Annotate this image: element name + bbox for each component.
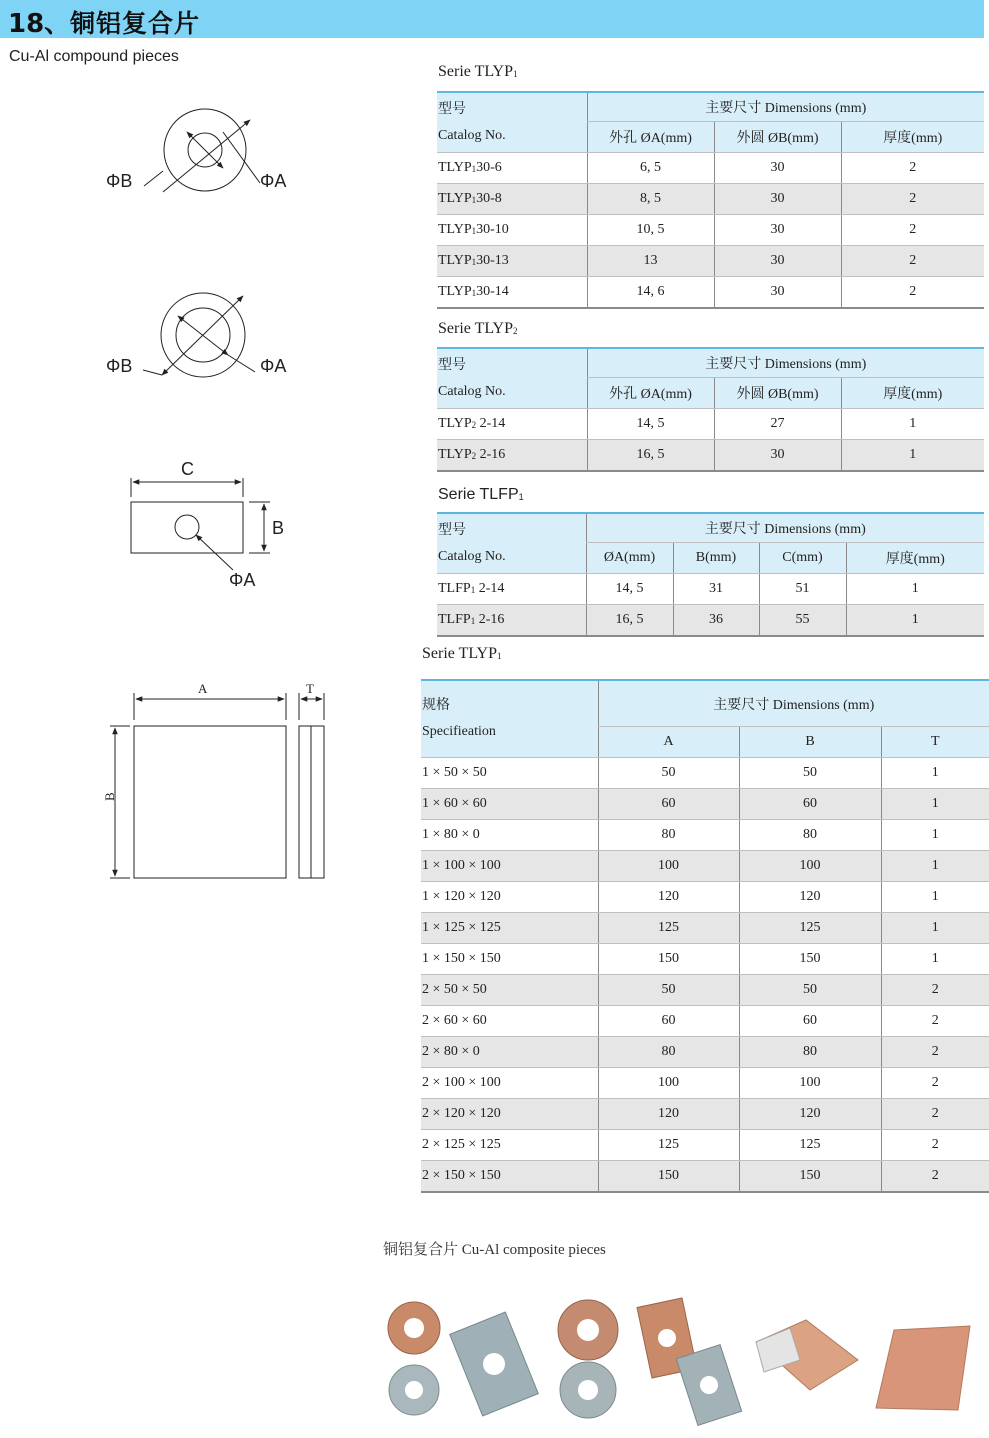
spec-cell: 2 × 120 × 120 xyxy=(421,1099,598,1130)
catalog-number: $TLYP_2$ 2-14 xyxy=(437,409,587,440)
zinc-washer-photo xyxy=(389,1365,439,1415)
table-row xyxy=(421,1068,989,1099)
catalog-number: $TLYP_130-8$ xyxy=(437,184,587,215)
cell-outer: 30 xyxy=(714,440,841,472)
section-subtitle: Cu-Al compound pieces xyxy=(9,48,179,65)
cell-t: 2 xyxy=(881,1068,989,1099)
table-row xyxy=(421,820,989,851)
cell-a: 100 xyxy=(598,851,739,882)
copper-sheet-photo xyxy=(876,1326,970,1410)
cell-b: 50 xyxy=(739,975,881,1006)
catalog-number: $TLFP_1$ 2-14 xyxy=(437,574,586,605)
table-row xyxy=(421,1006,989,1037)
table-row xyxy=(421,851,989,882)
cell-c: 51 xyxy=(759,574,846,605)
cell-c: 55 xyxy=(759,605,846,637)
label-B: B xyxy=(272,518,285,538)
table-row xyxy=(437,246,984,277)
col-thick: 厚度(mm) xyxy=(841,122,984,153)
cell-b: 125 xyxy=(739,913,881,944)
cell-b: 36 xyxy=(673,605,759,637)
copper-washer-photo-2 xyxy=(558,1300,618,1360)
cell-a: 120 xyxy=(598,882,739,913)
cell-b: 120 xyxy=(739,1099,881,1130)
washer-drawing-tlyp2 xyxy=(143,293,255,377)
cell-hole: 14, 6 xyxy=(587,277,714,309)
cell-hole: 6, 5 xyxy=(587,153,714,184)
table-row xyxy=(421,975,989,1006)
cell-a: 14, 5 xyxy=(586,574,673,605)
cell-hole: 8, 5 xyxy=(587,184,714,215)
col-c: C(mm) xyxy=(759,543,846,574)
spec-cell: 2 × 80 × 0 xyxy=(421,1037,598,1068)
spec-cell: 2 × 50 × 50 xyxy=(421,975,598,1006)
spec-cell: 1 × 50 × 50 xyxy=(421,758,598,789)
cell-outer: 30 xyxy=(714,153,841,184)
cell-outer: 30 xyxy=(714,184,841,215)
spec-cell: 1 × 100 × 100 xyxy=(421,851,598,882)
cell-a: 100 xyxy=(598,1068,739,1099)
label-phiB-1: ΦB xyxy=(106,171,133,191)
table-row xyxy=(421,882,989,913)
table-row xyxy=(421,758,989,789)
catalog-number: $TLYP_130-10$ xyxy=(437,215,587,246)
cell-thick: 2 xyxy=(841,153,984,184)
cell-b: 60 xyxy=(739,1006,881,1037)
cell-a: 60 xyxy=(598,789,739,820)
cell-outer: 30 xyxy=(714,215,841,246)
cell-hole: 14, 5 xyxy=(587,409,714,440)
table-row xyxy=(421,1130,989,1161)
cell-t: 2 xyxy=(881,1006,989,1037)
spec-cell: 1 × 120 × 120 xyxy=(421,882,598,913)
cell-a: 150 xyxy=(598,1161,739,1193)
cell-t: 2 xyxy=(881,1130,989,1161)
label-phiA-1: ΦA xyxy=(260,171,287,191)
cell-thick: 2 xyxy=(841,184,984,215)
cell-thick: 2 xyxy=(841,246,984,277)
spec-cell: 2 × 100 × 100 xyxy=(421,1068,598,1099)
cell-hole: 13 xyxy=(587,246,714,277)
col-thick: 厚度(mm) xyxy=(841,378,984,409)
dimensions-header: 主要尺寸 Dimensions (mm) xyxy=(598,680,989,727)
cell-b: 80 xyxy=(739,820,881,851)
label-A: A xyxy=(198,681,208,696)
cell-a: 60 xyxy=(598,1006,739,1037)
cell-t: 2 xyxy=(881,1161,989,1193)
label-B-plate: B xyxy=(102,792,117,801)
cell-t: 1 xyxy=(846,574,984,605)
spec-cell: 2 × 60 × 60 xyxy=(421,1006,598,1037)
col-outer: 外圆 ØB(mm) xyxy=(714,122,841,153)
cell-t: 2 xyxy=(881,975,989,1006)
table-row xyxy=(437,574,984,605)
table-row xyxy=(437,409,984,440)
cell-hole: 10, 5 xyxy=(587,215,714,246)
square-plate-drawing xyxy=(110,693,324,878)
cell-thick: 1 xyxy=(841,440,984,472)
section-title: 铜铝复合片 xyxy=(70,9,201,38)
table-row xyxy=(437,277,984,309)
cell-a: 16, 5 xyxy=(586,605,673,637)
label-phiA-3: ΦA xyxy=(229,570,256,590)
table-row xyxy=(421,944,989,975)
cell-outer: 27 xyxy=(714,409,841,440)
col-hole: 外孔 ØA(mm) xyxy=(587,378,714,409)
cell-a: 150 xyxy=(598,944,739,975)
label-phiA-2: ΦA xyxy=(260,356,287,376)
zinc-washer-photo-2 xyxy=(560,1362,616,1418)
spec-cell: 1 × 60 × 60 xyxy=(421,789,598,820)
tlyp2-table xyxy=(437,347,984,472)
cell-t: 1 xyxy=(846,605,984,637)
col-thick: 厚度(mm) xyxy=(846,543,984,574)
zinc-plate-photo xyxy=(450,1312,539,1416)
cell-b: 100 xyxy=(739,851,881,882)
serie-tlyp1-title: Serie $TLYP_1$ xyxy=(438,63,518,80)
cell-t: 2 xyxy=(881,1037,989,1068)
catalog-number: $TLYP_130-6$ xyxy=(437,153,587,184)
cell-b: 150 xyxy=(739,944,881,975)
col-outer: 外圆 ØB(mm) xyxy=(714,378,841,409)
table-row xyxy=(421,913,989,944)
product-photos xyxy=(376,1290,986,1430)
cell-b: 31 xyxy=(673,574,759,605)
dimensions-header: 主要尺寸 Dimensions (mm) xyxy=(587,92,984,122)
table-row xyxy=(437,215,984,246)
cell-outer: 30 xyxy=(714,277,841,309)
col-a: ØA(mm) xyxy=(586,543,673,574)
cell-outer: 30 xyxy=(714,246,841,277)
catalog-number: $TLYP_130-13$ xyxy=(437,246,587,277)
cell-a: 80 xyxy=(598,820,739,851)
cell-b: 60 xyxy=(739,789,881,820)
catalog-number: $TLYP_130-14$ xyxy=(437,277,587,309)
label-phiB-2: ΦB xyxy=(106,356,133,376)
table-row xyxy=(437,440,984,472)
plate-table xyxy=(421,679,989,1193)
catalog-header: 型号 Catalog No. xyxy=(437,92,587,153)
table-row xyxy=(437,184,984,215)
cell-a: 50 xyxy=(598,975,739,1006)
tlfp1-table xyxy=(437,512,984,637)
cell-a: 50 xyxy=(598,758,739,789)
label-T: T xyxy=(306,681,314,696)
catalog-number: $TLFP_1$ 2-16 xyxy=(437,605,586,637)
copper-washer-photo xyxy=(388,1302,440,1354)
cell-hole: 16, 5 xyxy=(587,440,714,472)
cell-b: 100 xyxy=(739,1068,881,1099)
section-number: 18、 xyxy=(8,9,71,39)
col-T: T xyxy=(881,727,989,758)
cell-b: 80 xyxy=(739,1037,881,1068)
cell-a: 125 xyxy=(598,913,739,944)
tlyp1-table xyxy=(437,91,984,309)
cell-b: 125 xyxy=(739,1130,881,1161)
cell-thick: 2 xyxy=(841,277,984,309)
technical-drawings xyxy=(0,0,400,900)
serie-tlyp2-title: Serie $TLYP_2$ xyxy=(438,320,518,337)
cell-thick: 1 xyxy=(841,409,984,440)
cell-t: 1 xyxy=(881,882,989,913)
cell-a: 80 xyxy=(598,1037,739,1068)
washer-drawing-tlyp1 xyxy=(144,109,260,192)
flat-plate-drawing xyxy=(131,478,270,570)
label-C: C xyxy=(181,459,194,479)
spec-cell: 1 × 125 × 125 xyxy=(421,913,598,944)
zinc-plate-photo-2 xyxy=(676,1345,741,1426)
col-B: B xyxy=(739,727,881,758)
col-hole: 外孔 ØA(mm) xyxy=(587,122,714,153)
serie-tlfp1-title: Serie $TLFP_1$ xyxy=(438,486,524,503)
composite-sheet-photo xyxy=(756,1320,858,1390)
cell-t: 1 xyxy=(881,851,989,882)
spec-cell: 2 × 150 × 150 xyxy=(421,1161,598,1193)
col-A: A xyxy=(598,727,739,758)
dimensions-header: 主要尺寸 Dimensions (mm) xyxy=(587,348,984,378)
cell-a: 120 xyxy=(598,1099,739,1130)
table-row xyxy=(421,1099,989,1130)
cell-t: 1 xyxy=(881,913,989,944)
dimensions-header: 主要尺寸 Dimensions (mm) xyxy=(586,513,984,543)
cell-t: 2 xyxy=(881,1099,989,1130)
cell-thick: 2 xyxy=(841,215,984,246)
spec-cell: 1 × 80 × 0 xyxy=(421,820,598,851)
table-row xyxy=(421,1161,989,1193)
cell-t: 1 xyxy=(881,758,989,789)
serie-plate-title: Serie $TLYP_1$ xyxy=(422,645,502,662)
cell-a: 125 xyxy=(598,1130,739,1161)
col-b: B(mm) xyxy=(673,543,759,574)
catalog-header: 型号 Catalog No. xyxy=(437,513,586,574)
spec-cell: 1 × 150 × 150 xyxy=(421,944,598,975)
photo-caption: 铜铝复合片 Cu-Al composite pieces xyxy=(383,1242,606,1258)
catalog-number: $TLYP_2$ 2-16 xyxy=(437,440,587,472)
cell-t: 1 xyxy=(881,944,989,975)
table-row xyxy=(437,153,984,184)
cell-b: 50 xyxy=(739,758,881,789)
cell-b: 150 xyxy=(739,1161,881,1193)
spec-cell: 2 × 125 × 125 xyxy=(421,1130,598,1161)
table-row xyxy=(437,605,984,637)
cell-t: 1 xyxy=(881,789,989,820)
cell-b: 120 xyxy=(739,882,881,913)
cell-t: 1 xyxy=(881,820,989,851)
table-row xyxy=(421,1037,989,1068)
table-row xyxy=(421,789,989,820)
catalog-header: 型号 Catalog No. xyxy=(437,348,587,409)
spec-header: 规格 Specifieation xyxy=(421,680,598,758)
